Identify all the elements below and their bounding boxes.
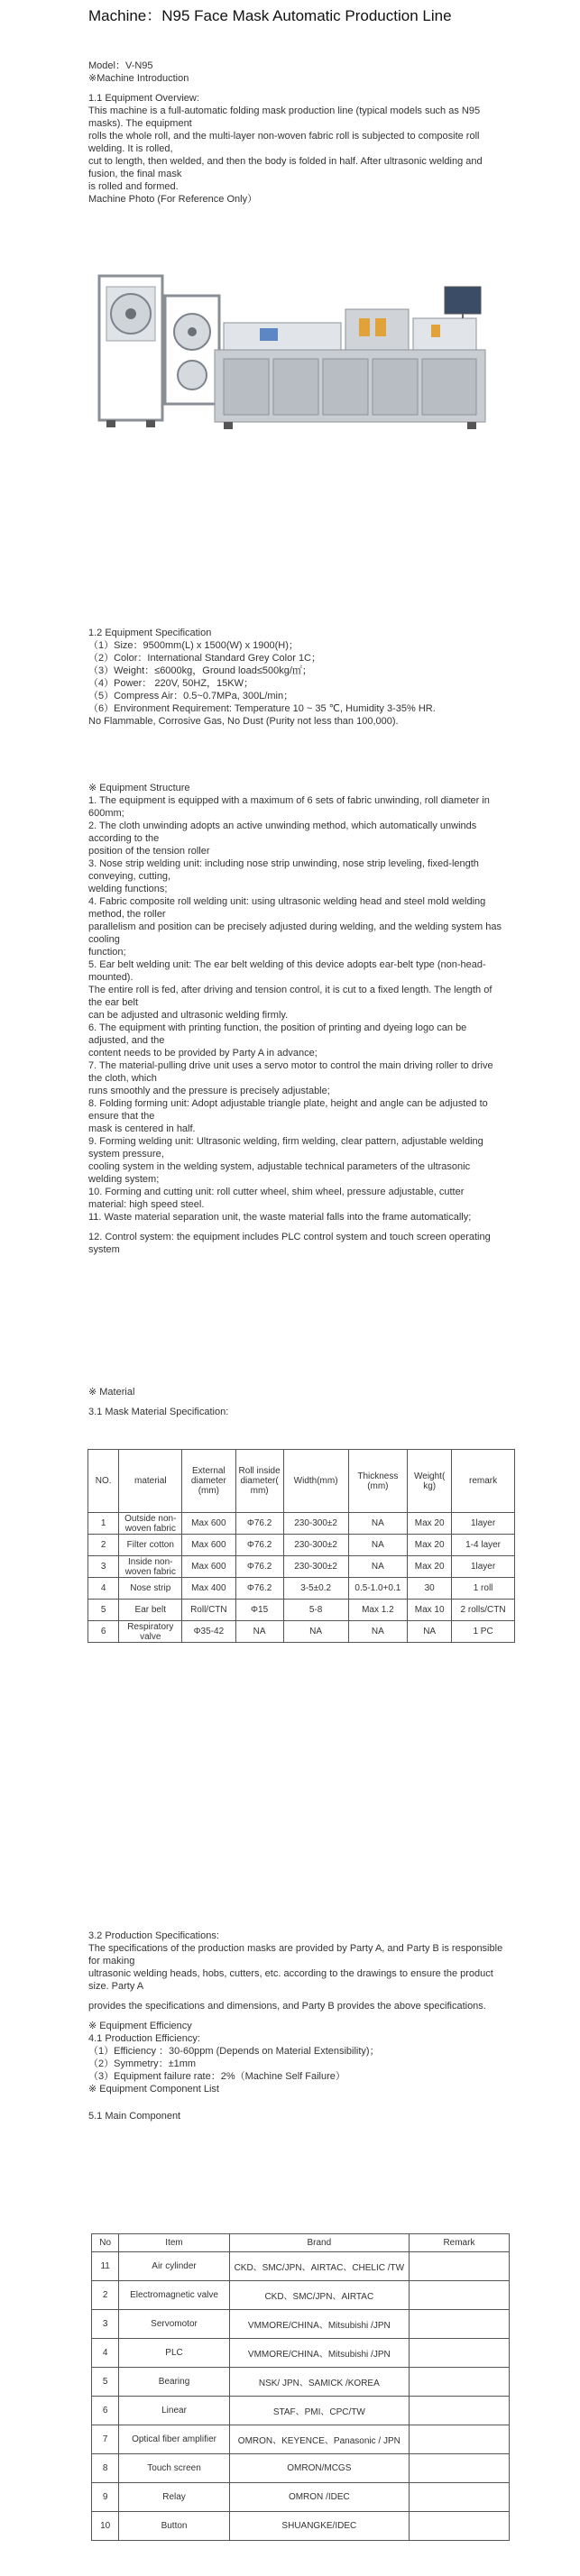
table-cell: Air cylinder bbox=[119, 2252, 229, 2281]
table-cell: Ear belt bbox=[119, 1600, 182, 1621]
table-cell: Nose strip bbox=[119, 1578, 182, 1600]
table-cell: 5 bbox=[88, 1600, 119, 1621]
table-cell: Max 20 bbox=[408, 1556, 452, 1578]
table-cell: Linear bbox=[119, 2397, 229, 2425]
table-row bbox=[92, 2281, 510, 2310]
spacer bbox=[88, 1993, 503, 2000]
table-cell: Φ15 bbox=[235, 1600, 283, 1621]
intro-line: cut to length, then welded, and then the body is folded in half. After ultrasonic welding and fusion, the final mask bbox=[88, 156, 483, 179]
table-cell: NA bbox=[348, 1513, 408, 1535]
table-cell: Max 20 bbox=[408, 1513, 452, 1535]
table-cell: 8 bbox=[92, 2454, 119, 2483]
intro-line: Machine Photo (For Reference Only） bbox=[88, 194, 258, 205]
intro-line: is rolled and formed. bbox=[88, 181, 179, 192]
table-cell: OMRON、KEYENCE、Panasonic / JPN bbox=[229, 2425, 409, 2454]
table-cell: Max 400 bbox=[182, 1578, 235, 1600]
spec-line: （6）Environment Requirement: Temperature 10 ~ 35 ℃, Humidity 3-35% HR. bbox=[88, 703, 436, 714]
table-cell: 4 bbox=[92, 2339, 119, 2368]
page-title: Machine：N95 Face Mask Automatic Production Line bbox=[88, 7, 452, 24]
intro-line: ※Machine Introduction bbox=[88, 73, 189, 84]
table-cell: OMRON /IDEC bbox=[229, 2483, 409, 2512]
column-header: Weight( kg) bbox=[408, 1450, 452, 1513]
production-line: 5.1 Main Component bbox=[88, 2111, 181, 2122]
production-line: （3）Equipment failure rate：2%（Machine Self Failure） bbox=[88, 2071, 345, 2082]
production-section bbox=[88, 1930, 503, 2122]
material-section bbox=[88, 1386, 503, 1418]
table-cell: 3-5±0.2 bbox=[283, 1578, 348, 1600]
structure-line: 9. Forming welding unit: Ultrasonic welding, firm welding, clear pattern, adjustable welding system pressure, bbox=[88, 1136, 483, 1160]
table-cell: 230-300±2 bbox=[283, 1513, 348, 1535]
table-cell: Φ76.2 bbox=[235, 1535, 283, 1556]
table-cell: Electromagnetic valve bbox=[119, 2281, 229, 2310]
machine-photo bbox=[88, 269, 494, 449]
table-cell: 1 PC bbox=[452, 1621, 515, 1643]
column-header: remark bbox=[452, 1450, 515, 1513]
table-cell: Inside non-woven fabric bbox=[119, 1556, 182, 1578]
table-cell: VMMORE/CHINA、Mitsubishi /JPN bbox=[229, 2310, 409, 2339]
table-cell: 11 bbox=[92, 2252, 119, 2281]
table-cell bbox=[409, 2339, 509, 2368]
table-cell: 6 bbox=[88, 1621, 119, 1643]
column-header: Thickness (mm) bbox=[348, 1450, 408, 1513]
spec-line: 1.2 Equipment Specification bbox=[88, 628, 212, 638]
structure-line: content needs to be provided by Party A in advance; bbox=[88, 1048, 318, 1059]
table-cell: Bearing bbox=[119, 2368, 229, 2397]
intro-line: This machine is a full-automatic folding mask production line (typical models such as N95 masks). The equipment bbox=[88, 105, 481, 129]
table-cell: 2 rolls/CTN bbox=[452, 1600, 515, 1621]
spacer bbox=[88, 1398, 503, 1406]
spec-line: No Flammable, Corrosive Gas, No Dust (Purity not less than 100,000). bbox=[88, 716, 399, 727]
structure-line: 8. Folding forming unit: Adopt adjustable triangle plate, height and angle can be adjusted to ensure that the bbox=[88, 1098, 488, 1122]
mask-material-table bbox=[87, 1449, 515, 1643]
table-cell: NA bbox=[408, 1621, 452, 1643]
table-cell: 30 bbox=[408, 1578, 452, 1600]
table-cell: 3 bbox=[92, 2310, 119, 2339]
table-row bbox=[88, 1513, 515, 1535]
table-cell: 5-8 bbox=[283, 1600, 348, 1621]
table-row bbox=[92, 2252, 510, 2281]
table-row bbox=[92, 2339, 510, 2368]
table-cell: NSK/ JPN、SAMICK /KOREA bbox=[229, 2368, 409, 2397]
table-cell: 5 bbox=[92, 2368, 119, 2397]
spacer bbox=[88, 85, 503, 92]
production-line: （2）Symmetry：±1mm bbox=[88, 2058, 197, 2069]
structure-line: can be adjusted and ultrasonic welding firmly. bbox=[88, 1010, 289, 1021]
table-cell: 1layer bbox=[452, 1513, 515, 1535]
production-line: ※ Equipment Component List bbox=[88, 2084, 219, 2095]
table-cell: CKD、SMC/JPN、AIRTAC bbox=[229, 2281, 409, 2310]
structure-line: 1. The equipment is equipped with a maximum of 6 sets of fabric unwinding, roll diameter in 600mm; bbox=[88, 795, 490, 819]
intro-line: 1.1 Equipment Overview: bbox=[88, 93, 199, 104]
table-header-row bbox=[92, 2234, 510, 2252]
production-line: provides the specifications and dimensions, and Party B provides the above specifications. bbox=[88, 2001, 486, 2012]
table-cell: Outside non-woven fabric bbox=[119, 1513, 182, 1535]
column-header: Roll inside diameter( mm) bbox=[235, 1450, 283, 1513]
table-cell: Respiratory valve bbox=[119, 1621, 182, 1643]
production-line: 4.1 Production Efficiency: bbox=[88, 2033, 200, 2044]
structure-line: 10. Forming and cutting unit: roll cutter wheel, shim wheel, pressure adjustable, cutter material: high speed steel. bbox=[88, 1187, 465, 1210]
structure-line: welding functions; bbox=[88, 884, 168, 894]
table-cell: Optical fiber amplifier bbox=[119, 2425, 229, 2454]
structure-line: cooling system in the welding system, adjustable technical parameters of the ultrasonic welding system; bbox=[88, 1161, 471, 1185]
table-cell: Φ35-42 bbox=[182, 1621, 235, 1643]
structure-line: ※ Equipment Structure bbox=[88, 783, 190, 793]
structure-line: 6. The equipment with printing function, the position of printing and dyeing logo can be adjusted, and the bbox=[88, 1022, 467, 1046]
table-cell: Φ76.2 bbox=[235, 1513, 283, 1535]
table-cell: Button bbox=[119, 2512, 229, 2541]
structure-line: runs smoothly and the pressure is precisely adjustable; bbox=[88, 1086, 330, 1096]
column-header: No bbox=[92, 2234, 119, 2252]
table-row bbox=[88, 1578, 515, 1600]
table-cell: 1layer bbox=[452, 1556, 515, 1578]
production-line: （1）Efficiency ：30-60ppm (Depends on Material Extensibility)； bbox=[88, 2046, 380, 2057]
table-cell: Touch screen bbox=[119, 2454, 229, 2483]
spacer bbox=[88, 2012, 503, 2020]
spec-line: （5）Compress Air：0.5~0.7MPa, 300L/min； bbox=[88, 691, 294, 701]
table-cell: Max 1.2 bbox=[348, 1600, 408, 1621]
column-header: Remark bbox=[409, 2234, 509, 2252]
table-header-row bbox=[88, 1450, 515, 1513]
structure-line: 12. Control system: the equipment includes PLC control system and touch screen operating system bbox=[88, 1232, 491, 1255]
table-cell bbox=[409, 2397, 509, 2425]
table-cell: Φ76.2 bbox=[235, 1556, 283, 1578]
structure-line: 4. Fabric composite roll welding unit: using ultrasonic welding head and steel mold welding method, the roller bbox=[88, 896, 486, 920]
intro-line: Model：V-N95 bbox=[88, 60, 153, 71]
table-cell: NA bbox=[283, 1621, 348, 1643]
table-cell: Max 600 bbox=[182, 1513, 235, 1535]
structure-line: The entire roll is fed, after driving and tension control, it is cut to a fixed length. The length of the ear belt bbox=[88, 985, 493, 1008]
table-cell: NA bbox=[348, 1556, 408, 1578]
structure-line: 2. The cloth unwinding adopts an active unwinding method, which automatically unwinds according to the bbox=[88, 820, 477, 844]
table-cell bbox=[409, 2483, 509, 2512]
spacer bbox=[88, 2095, 503, 2103]
production-line: 3.2 Production Specifications: bbox=[88, 1930, 219, 1941]
table-cell bbox=[409, 2512, 509, 2541]
structure-line: 5. Ear belt welding unit: The ear belt welding of this device adopts ear-belt type (non-head-mounted). bbox=[88, 959, 486, 983]
table-cell: 1-4 layer bbox=[452, 1535, 515, 1556]
table-row bbox=[92, 2425, 510, 2454]
table-cell: NA bbox=[348, 1621, 408, 1643]
column-header: Width(mm) bbox=[283, 1450, 348, 1513]
table-row bbox=[92, 2483, 510, 2512]
structure-line: function; bbox=[88, 947, 126, 958]
table-cell: Max 10 bbox=[408, 1600, 452, 1621]
structure-line: mask is centered in half. bbox=[88, 1123, 196, 1134]
table-cell: SHUANGKE/IDEC bbox=[229, 2512, 409, 2541]
spec-line: （1）Size：9500mm(L) x 1500(W) x 1900(H)； bbox=[88, 640, 299, 651]
table-cell: VMMORE/CHINA、Mitsubishi /JPN bbox=[229, 2339, 409, 2368]
table-cell: Servomotor bbox=[119, 2310, 229, 2339]
table-cell: 2 bbox=[92, 2281, 119, 2310]
table-row bbox=[92, 2454, 510, 2483]
intro-section bbox=[88, 60, 503, 206]
material-line: 3.1 Mask Material Specification: bbox=[88, 1407, 229, 1417]
table-cell: NA bbox=[235, 1621, 283, 1643]
production-line: The specifications of the production masks are provided by Party A, and Party B is responsible for making bbox=[88, 1943, 503, 1966]
table-row bbox=[88, 1556, 515, 1578]
table-cell: Relay bbox=[119, 2483, 229, 2512]
table-cell: OMRON/MCGS bbox=[229, 2454, 409, 2483]
table-cell: PLC bbox=[119, 2339, 229, 2368]
table-cell: 9 bbox=[92, 2483, 119, 2512]
material-line: ※ Material bbox=[88, 1387, 135, 1398]
table-cell: CKD、SMC/JPN、AIRTAC、CHELIC /TW bbox=[229, 2252, 409, 2281]
structure-line: 3. Nose strip welding unit: including nose strip unwinding, nose strip leveling, fixed-length conveying, cutting, bbox=[88, 858, 479, 882]
structure-line: 7. The material-pulling drive unit uses a servo motor to control the main driving roller to drive the cloth, which bbox=[88, 1060, 493, 1084]
structure-line: parallelism and position can be precisely adjusted during welding, and the welding system has cooling bbox=[88, 921, 502, 945]
spec-line: （4）Power： 220V, 50HZ，15KW； bbox=[88, 678, 253, 689]
table-cell bbox=[409, 2252, 509, 2281]
column-header: NO. bbox=[88, 1450, 119, 1513]
table-cell bbox=[409, 2425, 509, 2454]
table-row bbox=[88, 1600, 515, 1621]
main-component-table bbox=[91, 2233, 510, 2541]
table-cell: 7 bbox=[92, 2425, 119, 2454]
structure-section bbox=[88, 782, 503, 1256]
table-row bbox=[88, 1535, 515, 1556]
table-row bbox=[92, 2397, 510, 2425]
table-cell: 1 roll bbox=[452, 1578, 515, 1600]
table-cell: Max 20 bbox=[408, 1535, 452, 1556]
table-cell bbox=[409, 2368, 509, 2397]
table-cell bbox=[409, 2310, 509, 2339]
table-row bbox=[92, 2368, 510, 2397]
table-cell: 10 bbox=[92, 2512, 119, 2541]
table-cell bbox=[409, 2454, 509, 2483]
intro-line: rolls the whole roll, and the multi-layer non-woven fabric roll is subjected to composite roll welding. It is rolled, bbox=[88, 131, 480, 154]
spec-section bbox=[88, 627, 503, 728]
table-cell: Filter cotton bbox=[119, 1535, 182, 1556]
table-row bbox=[92, 2512, 510, 2541]
spacer bbox=[88, 1224, 503, 1231]
column-header: External diameter (mm) bbox=[182, 1450, 235, 1513]
table-row bbox=[92, 2310, 510, 2339]
table-cell: 6 bbox=[92, 2397, 119, 2425]
table-cell: STAF、PMI、CPC/TW bbox=[229, 2397, 409, 2425]
table-cell: 0.5-1.0+0.1 bbox=[348, 1578, 408, 1600]
table-row bbox=[88, 1621, 515, 1643]
spec-line: （2）Color：International Standard Grey Color 1C； bbox=[88, 653, 322, 664]
column-header: Brand bbox=[229, 2234, 409, 2252]
spec-line: （3）Weight：≤6000kg，Ground load≤500kg/㎡； bbox=[88, 665, 312, 676]
table-cell: Max 600 bbox=[182, 1535, 235, 1556]
table-cell: 4 bbox=[88, 1578, 119, 1600]
table-cell: NA bbox=[348, 1535, 408, 1556]
structure-line: 11. Waste material separation unit, the waste material falls into the frame automatically; bbox=[88, 1212, 472, 1223]
column-header: Item bbox=[119, 2234, 229, 2252]
table-cell bbox=[409, 2281, 509, 2310]
table-cell: 3 bbox=[88, 1556, 119, 1578]
table-cell: 230-300±2 bbox=[283, 1535, 348, 1556]
table-cell: 2 bbox=[88, 1535, 119, 1556]
table-cell: Roll/CTN bbox=[182, 1600, 235, 1621]
table-cell: 230-300±2 bbox=[283, 1556, 348, 1578]
table-cell: Max 600 bbox=[182, 1556, 235, 1578]
production-line: ultrasonic welding heads, hobs, cutters, etc. according to the drawings to ensure the product size. Party A bbox=[88, 1968, 493, 1992]
spacer bbox=[88, 2103, 503, 2110]
production-line: ※ Equipment Efficiency bbox=[88, 2021, 192, 2031]
table-cell: Φ76.2 bbox=[235, 1578, 283, 1600]
table-cell: 1 bbox=[88, 1513, 119, 1535]
column-header: material bbox=[119, 1450, 182, 1513]
structure-line: position of the tension roller bbox=[88, 846, 210, 857]
